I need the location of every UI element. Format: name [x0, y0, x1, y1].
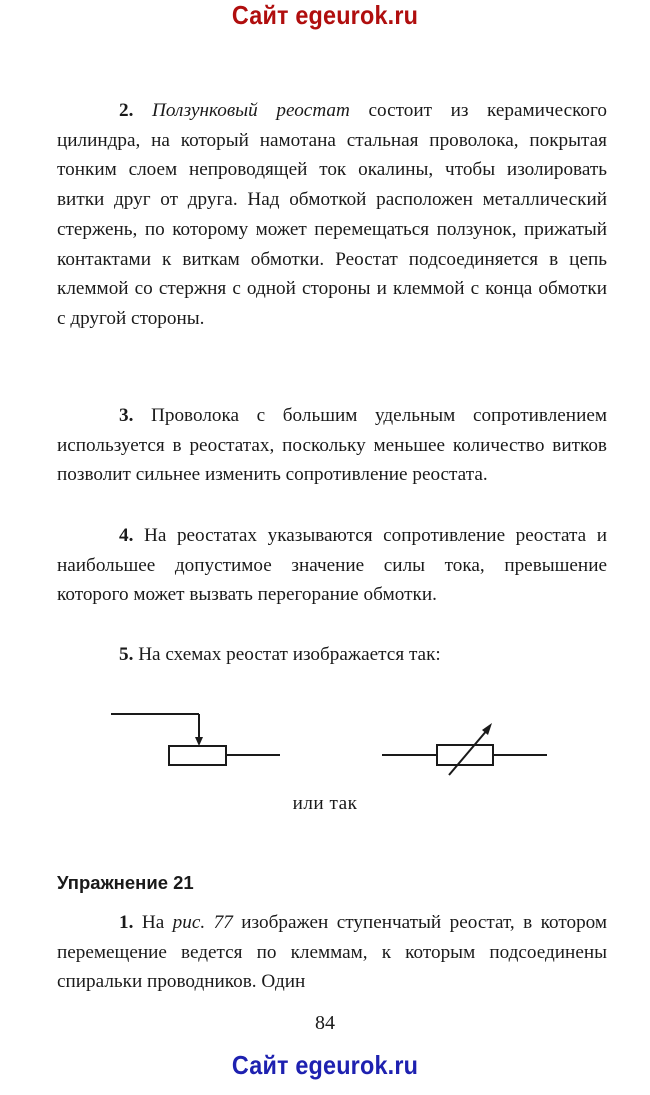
- paragraph-4: [57, 521, 607, 610]
- site-header-watermark: Сайт egeurok.ru: [231, 0, 419, 30]
- exercise-title: Упражнение 21: [57, 872, 194, 893]
- diagram-caption: или так: [292, 793, 358, 814]
- paragraph-3: [57, 401, 607, 490]
- rheostat-symbol-variable-resistor: [382, 723, 547, 775]
- exercise-item-number: 1.: [119, 912, 134, 933]
- paragraph-text: На реостатах указываются сопротивление реостата и наибольшее допустимое значение силы тока, превышение которого может вызвать перегорание обмотки.: [57, 525, 608, 606]
- paragraph-text: состоит из керамического цилиндра, на который намотана стальная проволока, покрытая тонким слоем непроводящей ток окалины, чтобы изолировать витки друг от друга. Над обмоткой расположен металлический стержень, по которому может перемещаться ползунок, прижатый контактами к виткам обмотки. Реостат подсоединяется в цепь клеммой со стержня с одной стороны и клеммой с конца обмотки с другой стороны.: [57, 100, 608, 329]
- page-number: 84: [315, 1012, 335, 1034]
- rheostat-symbols-diagram: [0, 695, 650, 790]
- paragraph-5: [57, 640, 607, 670]
- paragraph-number: 5.: [119, 644, 134, 665]
- paragraph-2: [57, 96, 607, 334]
- paragraph-number: 2.: [119, 100, 134, 121]
- paragraph-number: 4.: [119, 525, 134, 546]
- site-footer-watermark: Сайт egeurok.ru: [231, 1050, 419, 1080]
- paragraph-number: 3.: [119, 405, 134, 426]
- exercise-item-prefix: На: [141, 912, 165, 933]
- exercise-item-1: [57, 908, 607, 997]
- paragraph-text: На схемах реостат изображается так:: [138, 644, 441, 665]
- figure-reference: рис. 77: [172, 912, 233, 933]
- rheostat-symbol-slider: [111, 714, 280, 765]
- exercise-item-text: изображен ступенчатый реостат, в котором перемещение ведется по клеммам, к которым подсоединены спиральки проводников. Один: [57, 912, 608, 993]
- paragraph-text: Проволока с большим удельным сопротивлением используется в реостатах, поскольку меньшее количество витков позволит сильнее изменить сопротивление реостата.: [57, 405, 608, 486]
- term-slider-rheostat: Ползунковый реостат: [152, 100, 350, 121]
